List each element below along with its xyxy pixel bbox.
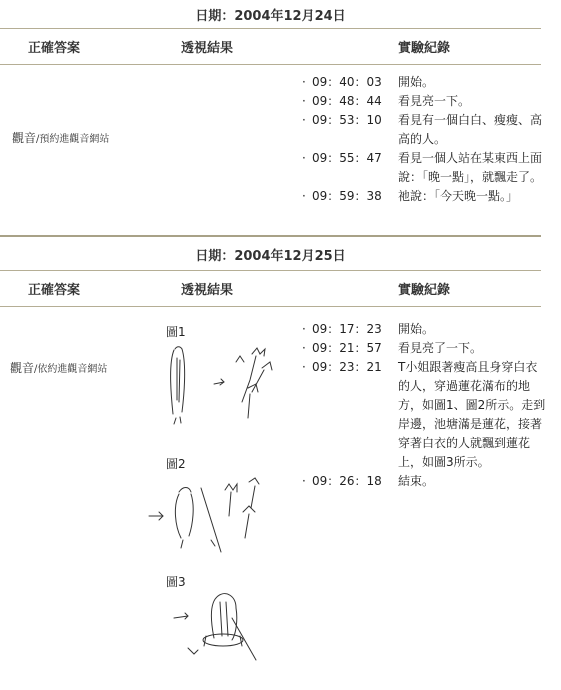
- log-entry: · 09：48：44 看見亮一下。: [302, 94, 471, 108]
- column-header-result: 透視結果: [181, 282, 234, 298]
- answer-rest: /依約進觀音網站: [34, 364, 108, 375]
- answer-lead: 觀音: [10, 361, 35, 375]
- log-entry: · 09：53：10 看見有一個白白、瘦瘦、高高的人。: [302, 113, 543, 146]
- log-entry: · 09：55：47 看見一個人站在某東西上面說：「晚一點」，就飄走了。: [302, 151, 543, 184]
- column-header-record: 實驗紀錄: [398, 282, 451, 298]
- section-divider: [0, 235, 541, 237]
- answer-rest: /預約進觀音網站: [36, 134, 110, 145]
- figure-label: 圖2: [166, 457, 186, 471]
- experiment-log: [302, 320, 547, 491]
- divider: [0, 270, 541, 271]
- figure-label: 圖1: [166, 325, 186, 339]
- log-entry: · 09：23：21 T小姐跟著瘦高且身穿白衣的人，穿過蓮花滿布的地方，如圖1、圖2所示。走到岸邊，池塘滿是蓮花，接著穿著白衣的人就飄到蓮花上，如圖3所示。: [302, 360, 546, 469]
- section-date: 日期：2004年12月24日: [195, 8, 346, 24]
- log-entry: · 09：21：57 看見亮了一下。: [302, 341, 483, 355]
- sketch-figure-3: [170, 588, 265, 668]
- divider: [0, 28, 541, 29]
- log-entry: · 09：59：38 祂說：「今天晚一點。」: [302, 189, 519, 203]
- experiment-log: [302, 73, 547, 206]
- column-header-record: 實驗紀錄: [398, 40, 451, 56]
- divider: [0, 64, 541, 65]
- divider: [0, 306, 541, 307]
- answer-lead: 觀音: [12, 131, 37, 145]
- column-header-answer: 正確答案: [28, 40, 81, 56]
- sketch-figure-1: [152, 340, 280, 432]
- column-header-answer: 正確答案: [28, 282, 81, 298]
- log-entry: · 09：17：23 開始。: [302, 322, 435, 336]
- section-date: 日期：2004年12月25日: [195, 248, 346, 264]
- log-entry: · 09：26：18 結束。: [302, 474, 435, 488]
- log-entry: · 09：40：03 開始。: [302, 75, 435, 89]
- sketch-figure-2: [145, 472, 275, 562]
- figure-label: 圖3: [166, 575, 186, 589]
- correct-answer: [10, 359, 107, 376]
- correct-answer: [12, 129, 109, 146]
- column-header-result: 透視結果: [181, 40, 234, 56]
